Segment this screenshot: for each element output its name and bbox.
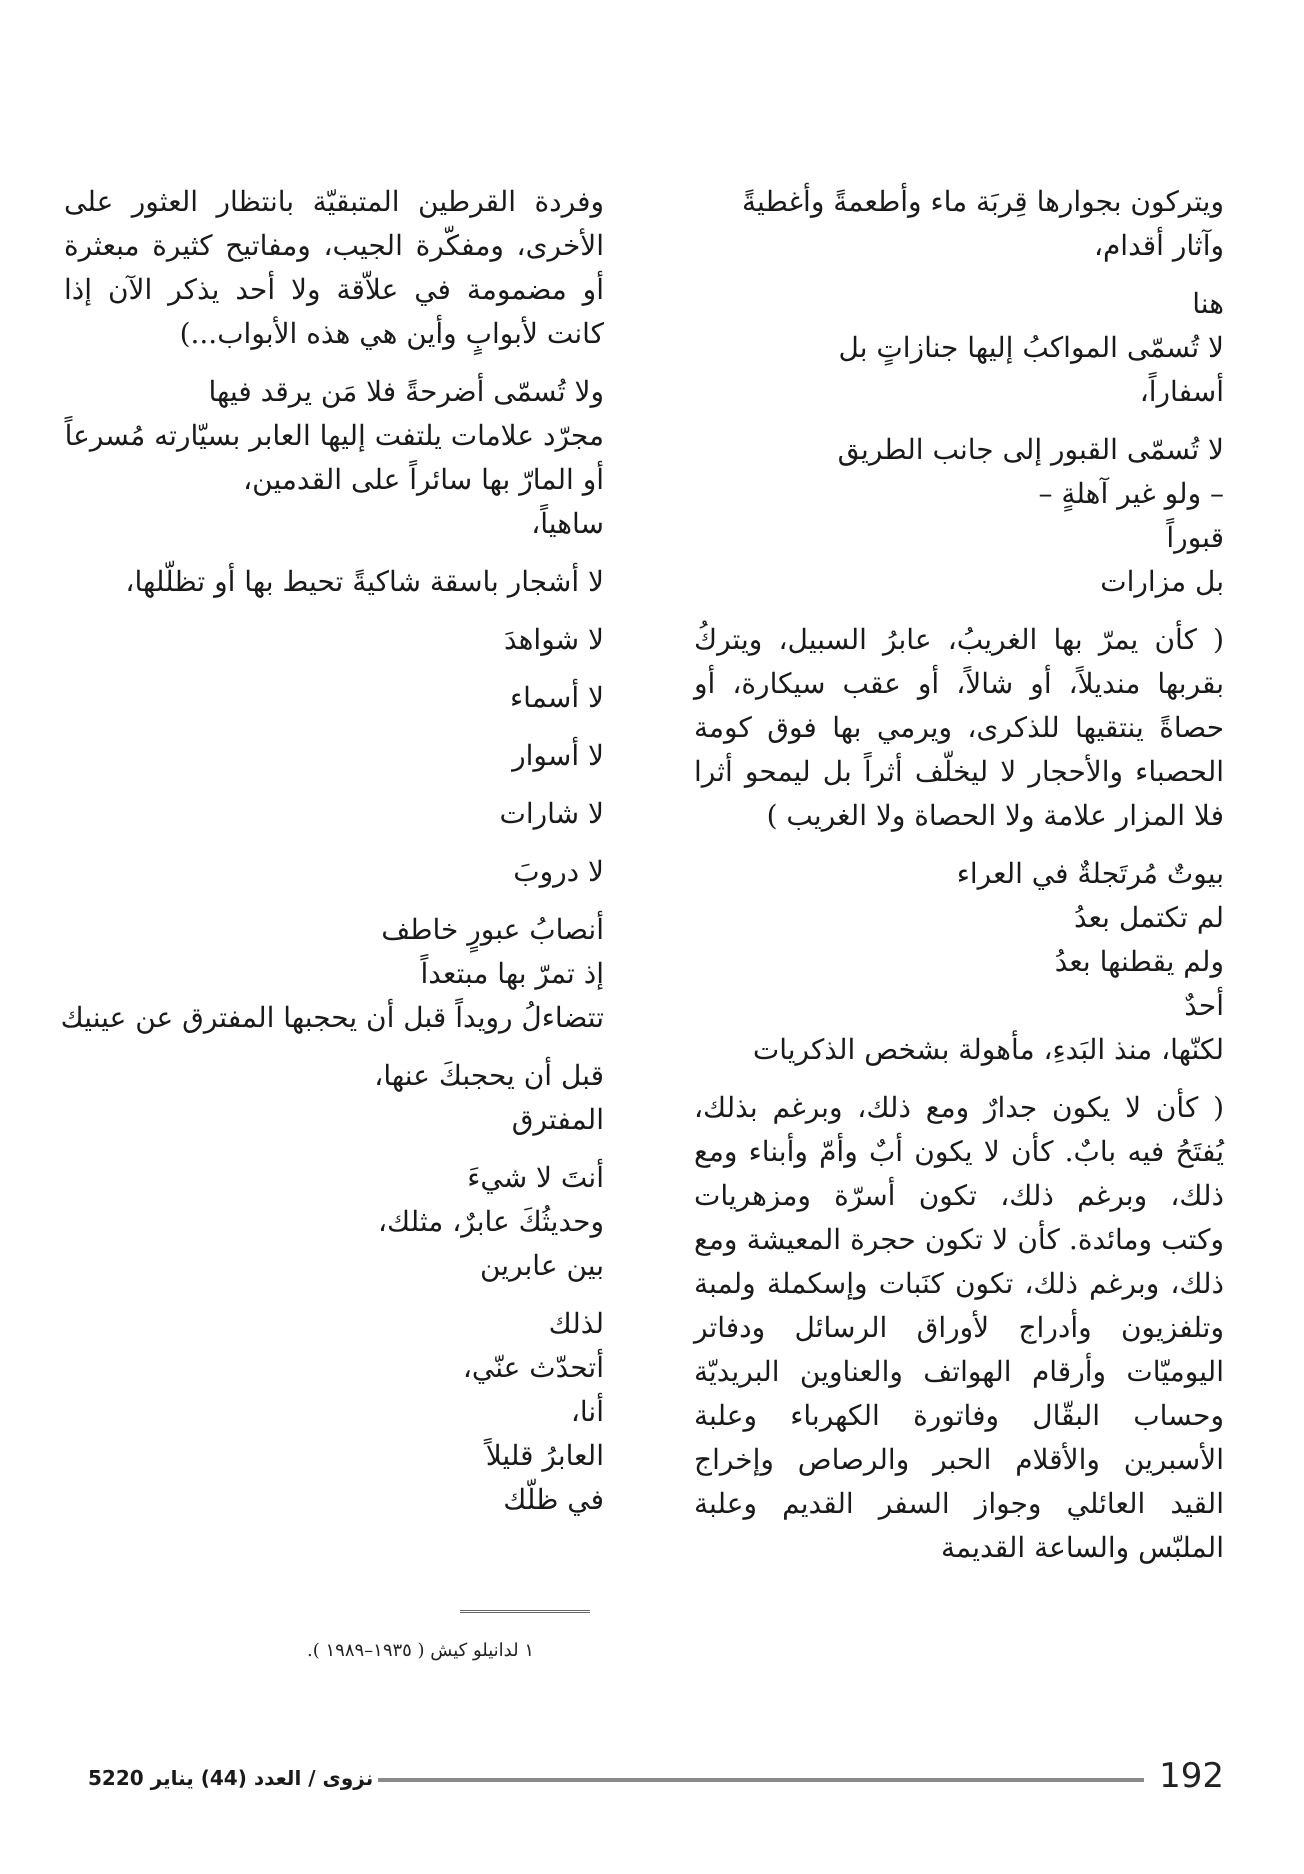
poem-line: أسفاراً، — [1139, 375, 1224, 408]
poem-line: أنتَ لا شيءَ — [467, 1161, 604, 1194]
poem-line: في ظلّك — [503, 1483, 604, 1516]
page-number: 192 — [1159, 1756, 1224, 1796]
poem-stanza — [694, 282, 1224, 414]
prose-paragraph: ( كأن يمرّ بها الغريبُ، عابرُ السبيل، ويتركُ بقربها منديلاً، أو شالاً، أو عقب سيكارة، أو حصاةً ينتقيها للذكرى، ويرمي بها فوق كومة الحصباء والأحجار لا ليخلّف أثراً بل ليمحو أثرا فلا المزار علامة ولا الحصاة ولا الغريب ) — [694, 623, 1224, 832]
poem-stanza — [694, 428, 1224, 604]
issue-info: نزوى / العدد (44) يناير 5220 — [88, 1766, 374, 1790]
poem-stanza — [694, 180, 1224, 268]
poem-line: – ولو غير آهلةٍ – — [1038, 477, 1224, 510]
prose-paragraph: ( كأن لا يكون جدارٌ ومع ذلك، وبرغم بذلك، يُفتَحُ فيه بابٌ. كأن لا يكون أبٌ وأمّ وأبناء ومع ذلك، وبرغم ذلك، تكون أسرّة ومزهريات وكتب ومائدة. كأن لا تكون حجرة المعيشة ومع ذلك، وبرغم ذلك، تكون كنَبات وإسكملة ولمبة وتلفزيون وأدراج لأوراق الرسائل ودفاتر اليوميّات وأرقام الهواتف والعناوين البريديّة وحساب البقّال وفاتورة الكهرباء وعلبة الأسبرين والأقلام الحبر والرصاص وإخراج القيد العائلي وجواز السفر القديم وعلبة الملبّس والساعة القديمة — [694, 1091, 1224, 1564]
poem-line: أو المارّ بها سائراً على القدمين، — [243, 463, 604, 496]
poem-line: أنصابُ عبورٍ خاطف — [381, 913, 604, 946]
footer-divider — [378, 1778, 1144, 1782]
poem-line: أحدٌ — [1184, 989, 1224, 1022]
poem-line: قبل أن يحجبكَ عنها، — [374, 1059, 604, 1092]
poem-stanza — [64, 1054, 604, 1142]
poem-stanza — [64, 560, 604, 604]
poem-stanza — [64, 792, 604, 836]
poem-line: هنا — [1192, 287, 1224, 320]
poem-line: لذلك — [548, 1307, 604, 1340]
poem-line: قبوراً — [1166, 521, 1224, 554]
poem-line: العابرُ قليلاً — [485, 1439, 604, 1472]
poem-line: لا دروبَ — [513, 855, 604, 888]
footnote: ١ لدانيلو كيش ( ١٩٣٥–١٩٨٩ ). — [307, 1640, 534, 1661]
poem-line: وآثار أقدام، — [1093, 229, 1224, 262]
poem-line: إذ تمرّ بها مبتعداً — [420, 957, 604, 990]
poem-line: لكنّها، منذ البَدءِ، مأهولة بشخص الذكريات — [752, 1033, 1224, 1066]
poem-stanza — [64, 850, 604, 894]
poem-line: لا شارات — [499, 797, 604, 830]
poem-stanza — [64, 370, 604, 546]
poem-line: ويتركون بجوارها قِربَة ماء وأطعمةً وأغطيةً — [741, 185, 1224, 218]
poem-stanza — [64, 1302, 604, 1522]
poem-line: لم تكتمل بعدُ — [1073, 901, 1224, 934]
poem-line: لا تُسمّى القبور إلى جانب الطريق — [837, 433, 1224, 466]
poem-line: لا أسوار — [512, 739, 604, 772]
poem-line: ولا تُسمّى أضرحةً فلا مَن يرقد فيها — [208, 375, 604, 408]
page-footer — [88, 1756, 1224, 1800]
poem-stanza — [64, 734, 604, 778]
poem-line: بيوتٌ مُرتَجلةٌ في العراء — [956, 857, 1224, 890]
poem-line: تتضاءلُ رويداً قبل أن يحجبها المفترق عن عينيك — [60, 1001, 604, 1034]
poem-stanza — [694, 852, 1224, 1072]
poem-line: بين عابرين — [479, 1249, 604, 1282]
poem-line: لا شواهدَ — [503, 623, 604, 656]
footnote-divider — [460, 1610, 590, 1613]
poem-stanza — [60, 908, 604, 1040]
left-column — [60, 180, 604, 1536]
right-column — [694, 180, 1224, 1584]
poem-stanza — [64, 1156, 604, 1288]
poem-line: أنا، — [570, 1395, 604, 1428]
poem-line: بل مزارات — [1100, 565, 1224, 598]
prose-paragraph: وفردة القرطين المتبقيّة بانتظار العثور على الأخرى، ومفكّرة الجيب، ومفاتيح كثيرة مبعثرة أو مضمومة في علاّقة ولا أحد يذكر الآن إذا كانت لأبوابٍ وأين هي هذه الأبواب...) — [64, 185, 604, 350]
poem-line: لا تُسمّى المواكبُ إليها جنازاتٍ بل — [838, 331, 1224, 364]
poem-stanza — [64, 618, 604, 662]
poem-line: المفترق — [511, 1103, 604, 1136]
poem-line: أتحدّث عنّي، — [462, 1351, 604, 1384]
poem-line: مجرّد علامات يلتفت إليها العابر بسيّارته مُسرعاً — [64, 419, 604, 452]
poem-line: لا أسماء — [510, 681, 604, 714]
poem-line: وحديثُكَ عابرٌ، مثلك، — [377, 1205, 604, 1238]
poem-line: لا أشجار باسقة شاكيةً تحيط بها أو تظلّلها، — [125, 565, 604, 598]
poem-line: ساهياً، — [531, 507, 604, 540]
poem-line: ولم يقطنها بعدُ — [1054, 945, 1224, 978]
poem-stanza — [64, 676, 604, 720]
